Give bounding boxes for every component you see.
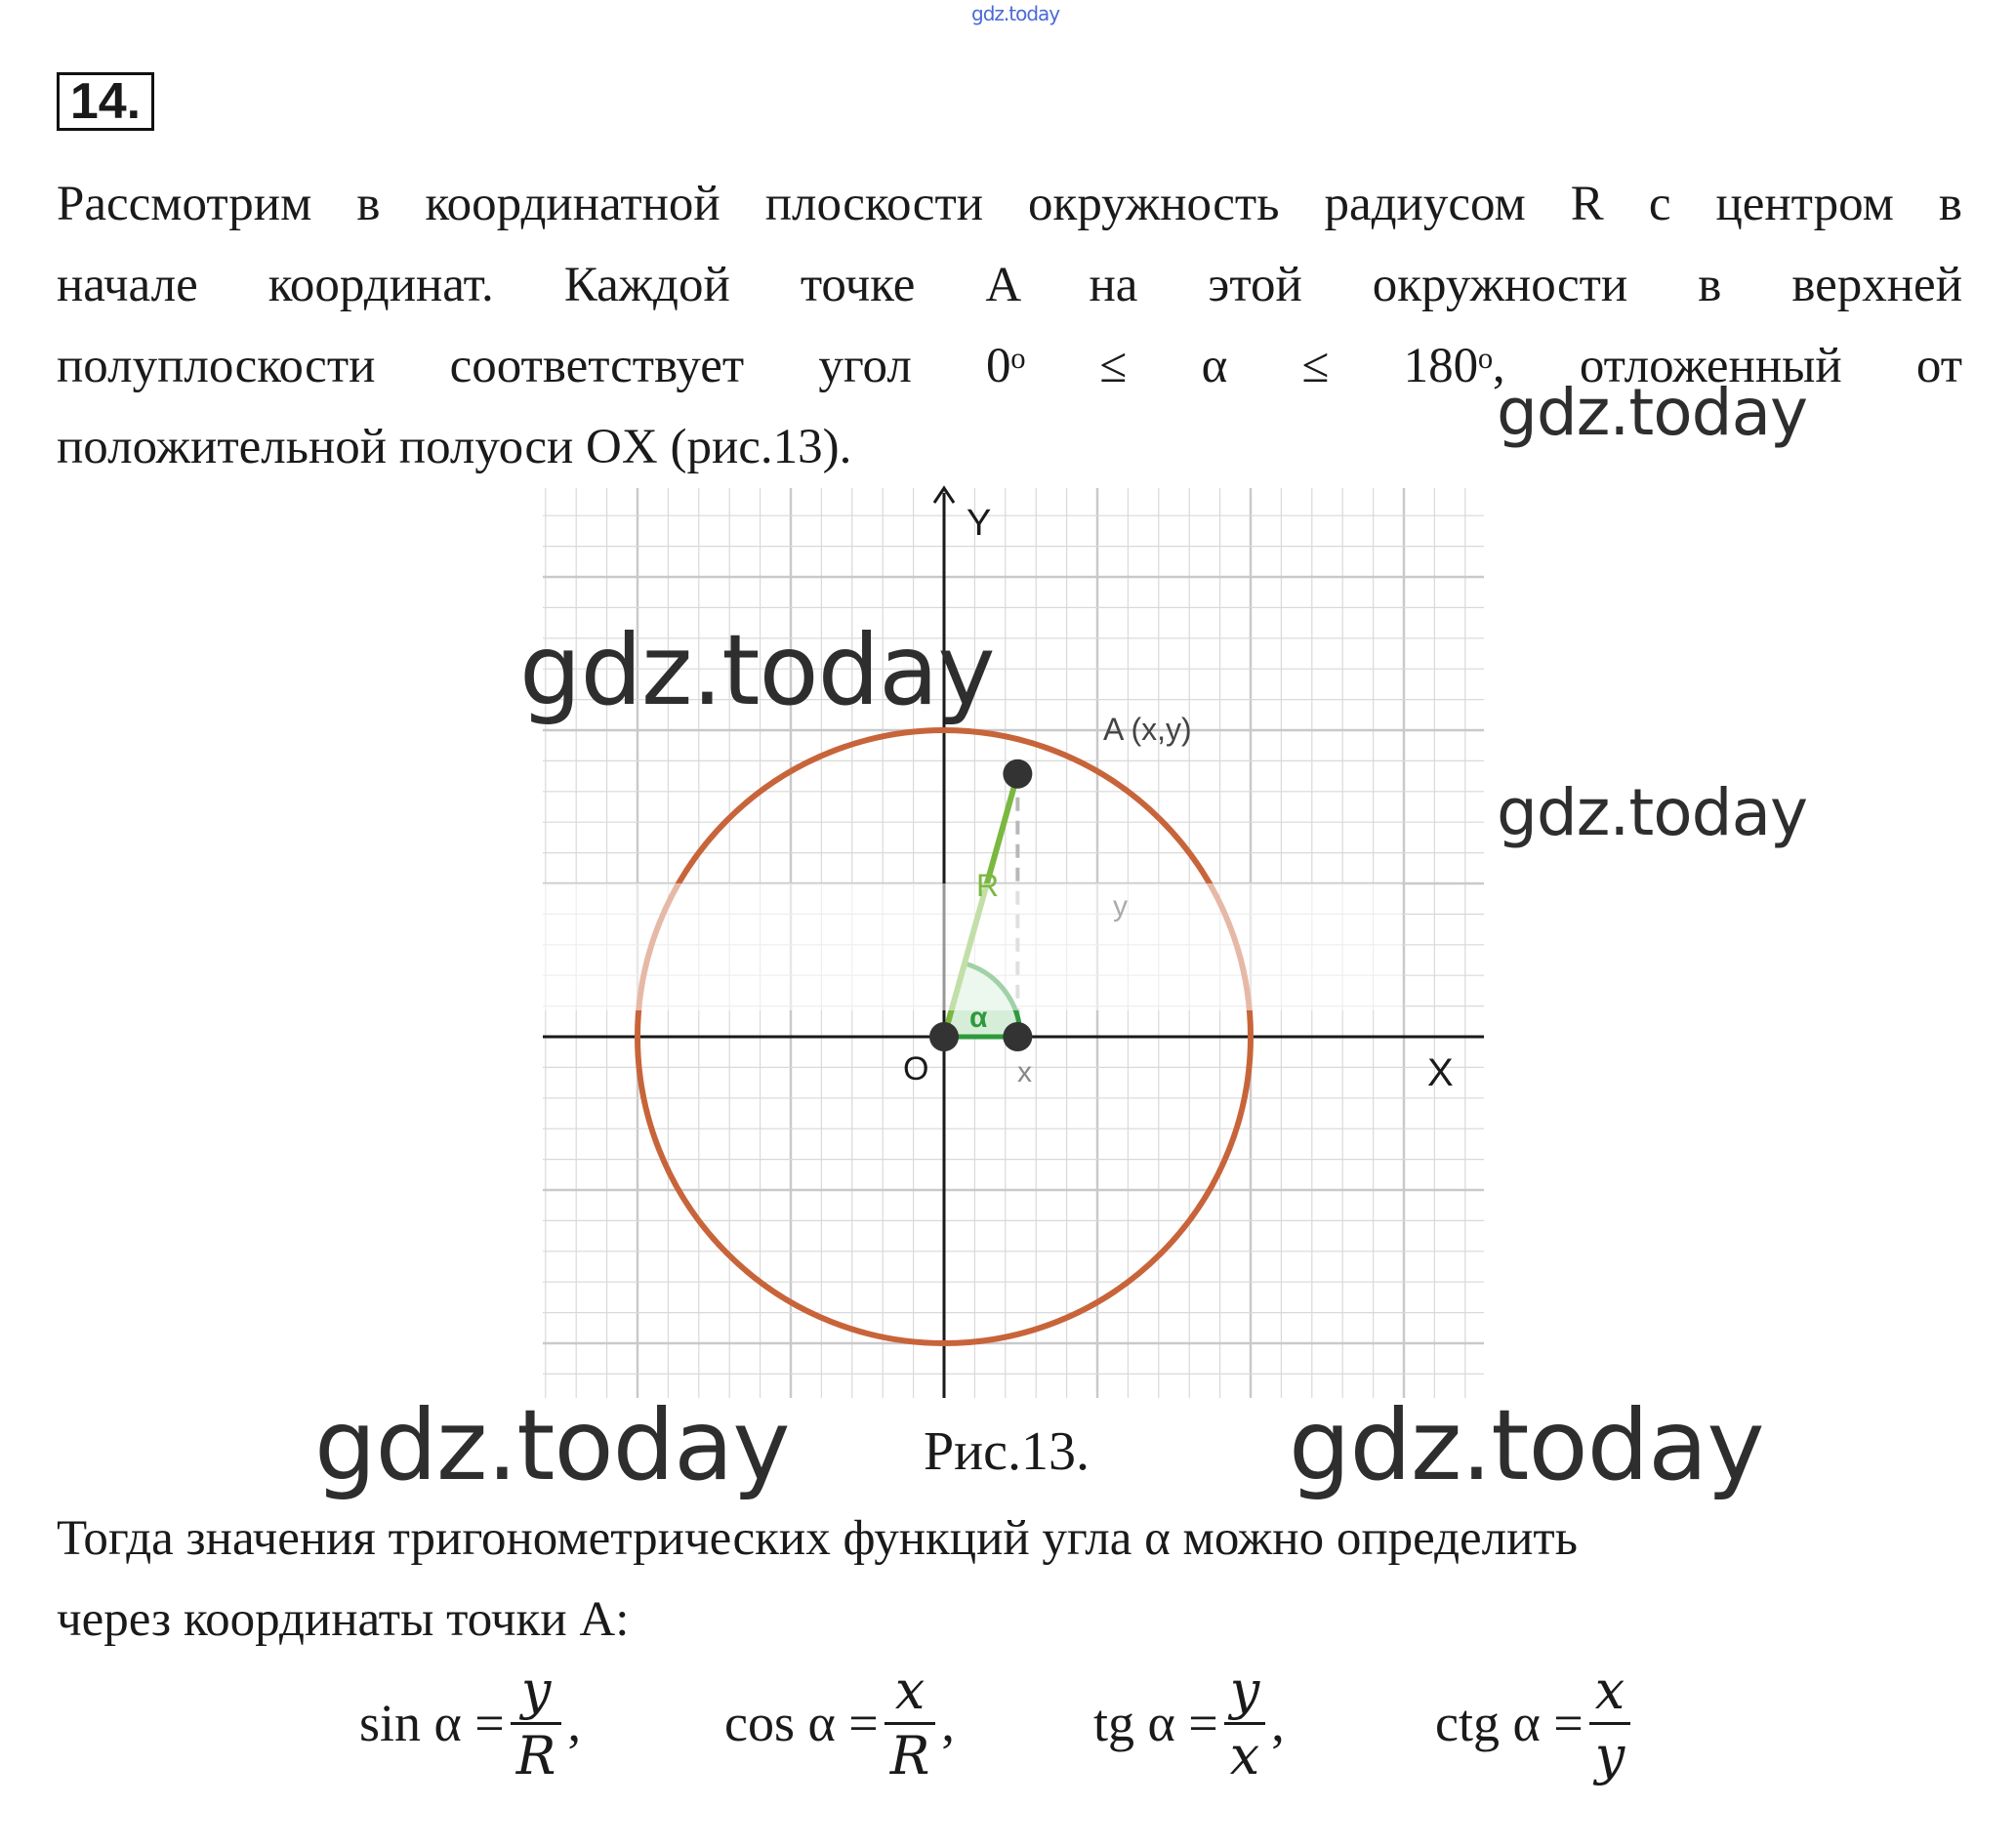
point-o — [929, 1022, 959, 1051]
formula-sin-denominator: R — [515, 1724, 556, 1786]
formula-sin-fraction — [511, 1660, 562, 1787]
intro-line-1: Рассмотрим в координатной плоскости окружность радиусом R с центром в — [57, 177, 1962, 231]
intro-line-4: положительной полуоси OX (рис.13). — [57, 420, 852, 474]
x-axis-label: X — [1427, 1051, 1454, 1094]
radius-label: R — [976, 868, 1000, 903]
formula-sin-tail: , — [567, 1694, 581, 1752]
formula-cos-tail: , — [941, 1694, 955, 1752]
header-watermark: gdz.today — [971, 2, 1060, 25]
formula-tg-denominator: x — [1229, 1724, 1260, 1786]
watermark-4: gdz.today — [314, 1388, 790, 1502]
formula-cos-lhs: cos α = — [724, 1694, 879, 1752]
formula-tg-fraction — [1224, 1660, 1266, 1787]
intro-line-3: полуплоскости соответствует угол 0ᵒ ≤ α ≤ 180ᵒ, отложенный от — [57, 339, 1962, 393]
formula-tg-numerator: y — [1229, 1659, 1260, 1721]
formula-tg-lhs: tg α = — [1093, 1694, 1218, 1752]
formulas-row — [351, 1650, 1718, 1796]
formula-sin-numerator: y — [520, 1659, 552, 1721]
origin-label: O — [903, 1050, 929, 1088]
figure-caption: Рис.13. — [924, 1421, 1090, 1482]
y-segment-label: y — [1113, 890, 1128, 923]
formula-ctg-denominator: y — [1594, 1724, 1625, 1786]
formula-tg — [1093, 1650, 1285, 1796]
overlay-band — [543, 883, 1402, 1010]
angle-label: α — [969, 1002, 988, 1034]
point-x — [1003, 1022, 1032, 1051]
watermark-2: gdz.today — [519, 613, 995, 727]
formula-cos — [724, 1650, 955, 1796]
formula-ctg-lhs: ctg α = — [1435, 1694, 1584, 1752]
formula-sin-lhs: sin α = — [359, 1694, 505, 1752]
x-segment-label: x — [1017, 1056, 1032, 1088]
watermark-1: gdz.today — [1497, 375, 1808, 450]
formula-cos-numerator: x — [894, 1659, 926, 1721]
watermark-5: gdz.today — [1289, 1388, 1764, 1502]
formula-ctg-numerator: x — [1594, 1659, 1625, 1721]
intro-line-2: начале координат. Каждой точке A на этой окружности в верхней — [57, 258, 1962, 312]
formula-sin — [359, 1650, 581, 1796]
task-number: 14. — [57, 72, 154, 131]
formula-ctg-fraction — [1589, 1660, 1631, 1787]
watermark-3: gdz.today — [1497, 775, 1808, 850]
formula-cos-denominator: R — [889, 1724, 930, 1786]
formula-cos-fraction — [885, 1660, 936, 1787]
formula-ctg — [1435, 1650, 1636, 1796]
y-axis-label: Y — [967, 503, 992, 544]
conclusion-paragraph — [57, 1498, 1962, 1661]
point-a-label: A (x,y) — [1103, 712, 1192, 747]
conclusion-line-2: через координаты точки A: — [57, 1592, 630, 1647]
point-a — [1003, 759, 1032, 789]
formula-tg-tail: , — [1271, 1694, 1285, 1752]
conclusion-line-1: Тогда значения тригонометрических функций угла α можно определить — [57, 1511, 1578, 1566]
